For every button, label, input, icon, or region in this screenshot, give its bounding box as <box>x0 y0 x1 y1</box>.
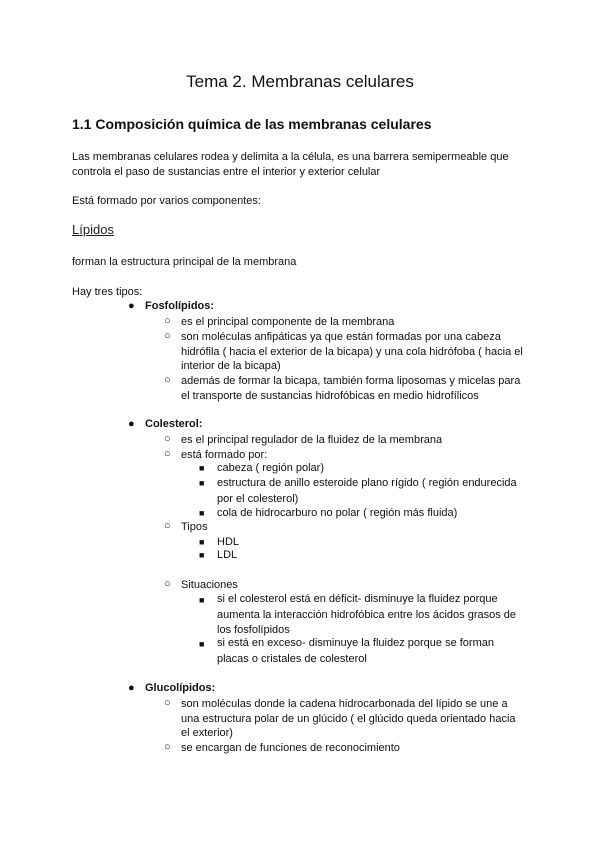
bullet-disc-icon: ● <box>128 682 135 694</box>
list-item: está formado por: <box>181 449 268 461</box>
bullet-circle-icon: ○ <box>164 520 171 532</box>
bullet-disc-icon: ● <box>128 418 135 430</box>
page-title: Tema 2. Membranas celulares <box>186 72 414 91</box>
list-item: se encargan de funciones de reconocimiento <box>181 742 400 754</box>
situaciones-label: Situaciones <box>181 579 238 591</box>
tipos-label: Tipos <box>181 521 208 533</box>
lipidos-heading: Lípidos <box>72 222 114 237</box>
list-item: si el colesterol está en déficit- disminuye la fluidez porque aumenta la interacción hidrofóbica entre los ácidos grasos de los fosfolípidos <box>217 593 517 636</box>
bullet-circle-icon: ○ <box>164 578 171 590</box>
types-intro: Hay tres tipos: <box>72 286 143 298</box>
bullet-disc-icon: ● <box>128 300 135 312</box>
bullet-circle-icon: ○ <box>164 448 171 460</box>
bullet-square-icon: ■ <box>199 595 205 605</box>
list-item: son moléculas donde la cadena hidrocarbonada del lípido se une a una estructura polar de un glúcido ( el glúcido queda orientado hacia el exterior) <box>181 698 516 740</box>
bullet-circle-icon: ○ <box>164 374 171 386</box>
bullet-circle-icon: ○ <box>164 433 171 445</box>
bullet-square-icon: ■ <box>199 639 205 649</box>
components-intro: Está formado por varios componentes: <box>72 195 261 207</box>
list-item: cola de hidrocarburo no polar ( región más fluida) <box>217 507 458 519</box>
list-item: además de formar la bicapa, también forma liposomas y micelas para el transporte de sustancias hidrofóbicas en medio hidrofílicos <box>181 375 521 402</box>
bullet-square-icon: ■ <box>199 463 205 473</box>
bullet-circle-icon: ○ <box>164 330 171 342</box>
bullet-square-icon: ■ <box>199 508 205 518</box>
list-item: si está en exceso- disminuye la fluidez porque se forman placas o cristales de colesterol <box>217 637 494 665</box>
list-item: HDL <box>217 536 240 548</box>
fosfolipidos-label: Fosfolípidos: <box>145 300 215 312</box>
bullet-square-icon: ■ <box>199 478 205 488</box>
bullet-circle-icon: ○ <box>164 741 171 753</box>
bullet-square-icon: ■ <box>199 537 205 547</box>
list-item: estructura de anillo esteroide plano rígido ( región endurecida por el colesterol) <box>217 477 517 505</box>
colesterol-label: Colesterol: <box>145 418 203 430</box>
list-item: son moléculas anfipáticas ya que están formadas por una cabeza hidrófila ( hacia el exterior de la bicapa) y una cola hidrófoba ( hacia el interior de la bicapa) <box>181 331 523 373</box>
intro-line-2: controla el paso de sustancias entre el interior y exterior celular <box>72 166 381 178</box>
bullet-square-icon: ■ <box>199 550 205 560</box>
bullet-circle-icon: ○ <box>164 315 171 327</box>
list-item: es el principal componente de la membrana <box>181 316 395 328</box>
lipidos-description: forman la estructura principal de la membrana <box>72 256 297 268</box>
list-item: es el principal regulador de la fluidez de la membrana <box>181 434 443 446</box>
intro-line-1: Las membranas celulares rodea y delimita a la célula, es una barrera semipermeable que <box>72 151 509 163</box>
glucolipidos-label: Glucolípidos: <box>145 682 216 694</box>
list-item: LDL <box>217 549 238 561</box>
bullet-circle-icon: ○ <box>164 697 171 709</box>
section-heading: 1.1 Composición química de las membranas celulares <box>72 116 432 132</box>
list-item: cabeza ( región polar) <box>217 462 325 474</box>
